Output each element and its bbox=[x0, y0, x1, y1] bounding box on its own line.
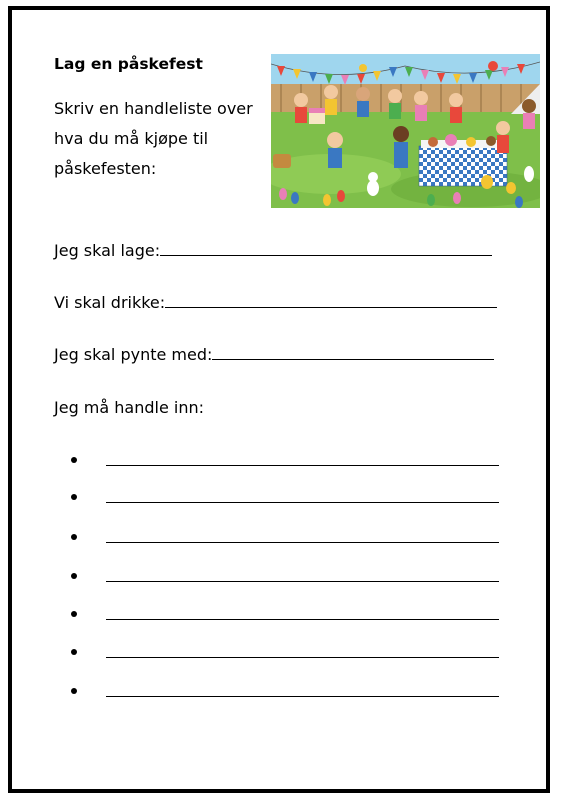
bullet-icon bbox=[71, 494, 77, 500]
instructions bbox=[54, 94, 269, 184]
bullet-icon bbox=[71, 457, 77, 463]
instructions-line: Skriv en handleliste over bbox=[54, 99, 253, 118]
easter-party-illustration bbox=[271, 54, 540, 208]
decorate-label: Jeg skal pynte med: bbox=[54, 345, 213, 364]
shopping-item-line[interactable] bbox=[106, 696, 499, 697]
decorate-answer-line[interactable] bbox=[212, 359, 494, 360]
decorate-field bbox=[54, 345, 494, 364]
instructions-line: hva du må kjøpe til bbox=[54, 129, 209, 148]
bullet-icon bbox=[71, 573, 77, 579]
prepare-label: Jeg skal lage: bbox=[54, 241, 161, 260]
drink-label: Vi skal drikke: bbox=[54, 293, 166, 312]
bullet-icon bbox=[71, 688, 77, 694]
worksheet-title: Lag en påskefest bbox=[54, 55, 203, 73]
prepare-field bbox=[54, 241, 492, 260]
bullet-icon bbox=[71, 534, 77, 540]
prepare-answer-line[interactable] bbox=[160, 255, 492, 256]
bullet-icon bbox=[71, 649, 77, 655]
shopping-item-line[interactable] bbox=[106, 465, 499, 466]
bullet-icon bbox=[71, 611, 77, 617]
instructions-line: påskefesten: bbox=[54, 159, 157, 178]
shopping-item-line[interactable] bbox=[106, 502, 499, 503]
drink-field bbox=[54, 293, 497, 312]
drink-answer-line[interactable] bbox=[165, 307, 497, 308]
shopping-item-line[interactable] bbox=[106, 542, 499, 543]
shopping-item-line[interactable] bbox=[106, 619, 499, 620]
shopping-heading: Jeg må handle inn: bbox=[54, 398, 205, 417]
shopping-item-line[interactable] bbox=[106, 657, 499, 658]
shopping-item-line[interactable] bbox=[106, 581, 499, 582]
